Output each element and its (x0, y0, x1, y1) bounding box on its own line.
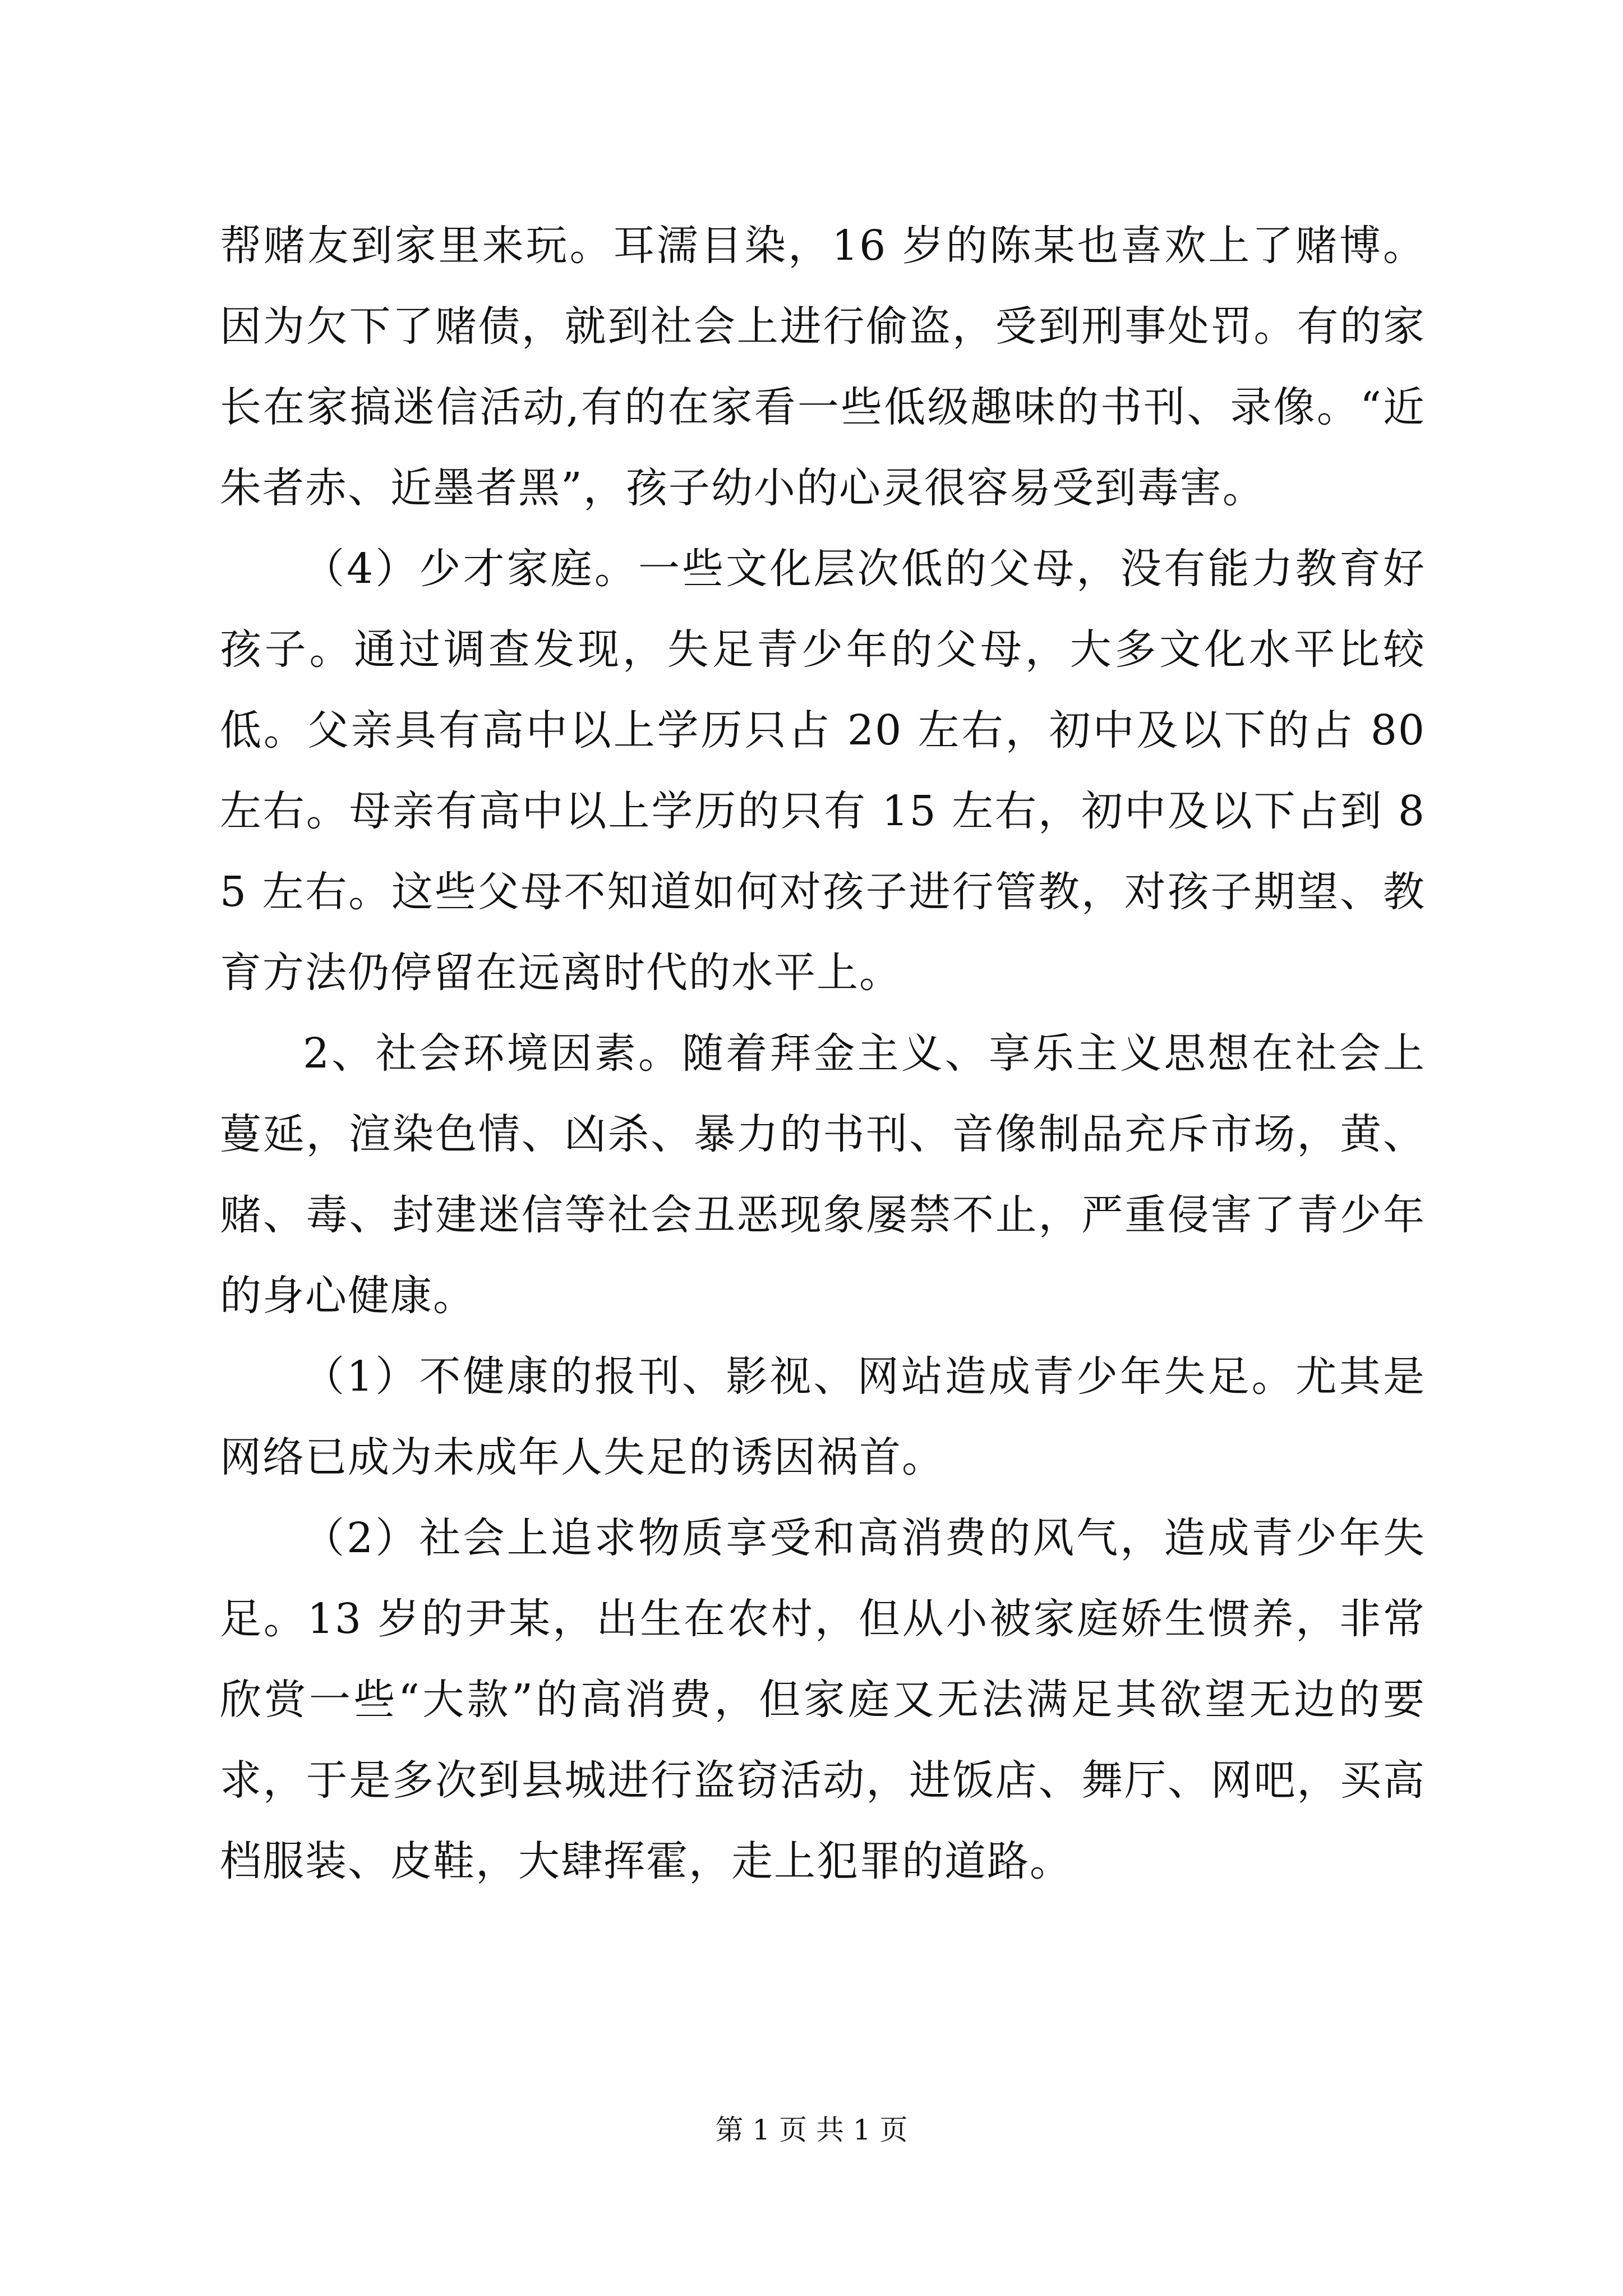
paragraph-gambling-family: 帮赌友到家里来玩。耳濡目染，16 岁的陈某也喜欢上了赌博。因为欠下了赌债，就到社会上进行偷盗，受到刑事处罚。有的家长在家搞迷信活动,有的在家看一些低级趣味的书刊、录像。“近朱者赤、近墨者黑”，孩子幼小的心灵很容易受到毒害。 (220, 222, 1426, 512)
paragraph-consumerism: （2）社会上追求物质享受和高消费的风气，造成青少年失足。13 岁的尹某，出生在农村，但从小被家庭娇生惯养，非常欣赏一些“大款”的高消费，但家庭又无法满足其欲望无边的要求，于是多次到县城进行盗窃活动，进饭店、舞厅、网吧，买高档服装、皮鞋，大肆挥霍，走上犯罪的道路。 (220, 1514, 1426, 1885)
page-footer: 第 1 页 共 1 页 (715, 2114, 908, 2146)
paragraph-social-environment: 2、社会环境因素。随着拜金主义、享乐主义思想在社会上蔓延，渲染色情、凶杀、暴力的书刊、音像制品充斥市场，黄、赌、毒、封建迷信等社会丑恶现象屡禁不止，严重侵害了青少年的身心健康。 (220, 1029, 1426, 1320)
paragraph-low-education-family: （4）少才家庭。一些文化层次低的父母，没有能力教育好孩子。通过调查发现，失足青少年的父母，大多文化水平比较低。父亲具有高中以上学历只占 20 左右，初中及以下的占 80 左右。母亲有高中以上学历的只有 15 左右，初中及以下占到 85 左右。这些父母不知道如何对孩子进行管教，对孩子期望、教育方法仍停留在远离时代的水平上。 (220, 545, 1426, 997)
document-body (220, 205, 1426, 1902)
paragraph-unhealthy-media: （1）不健康的报刊、影视、网站造成青少年失足。尤其是网络已成为未成年人失足的诱因祸首。 (220, 1352, 1426, 1481)
